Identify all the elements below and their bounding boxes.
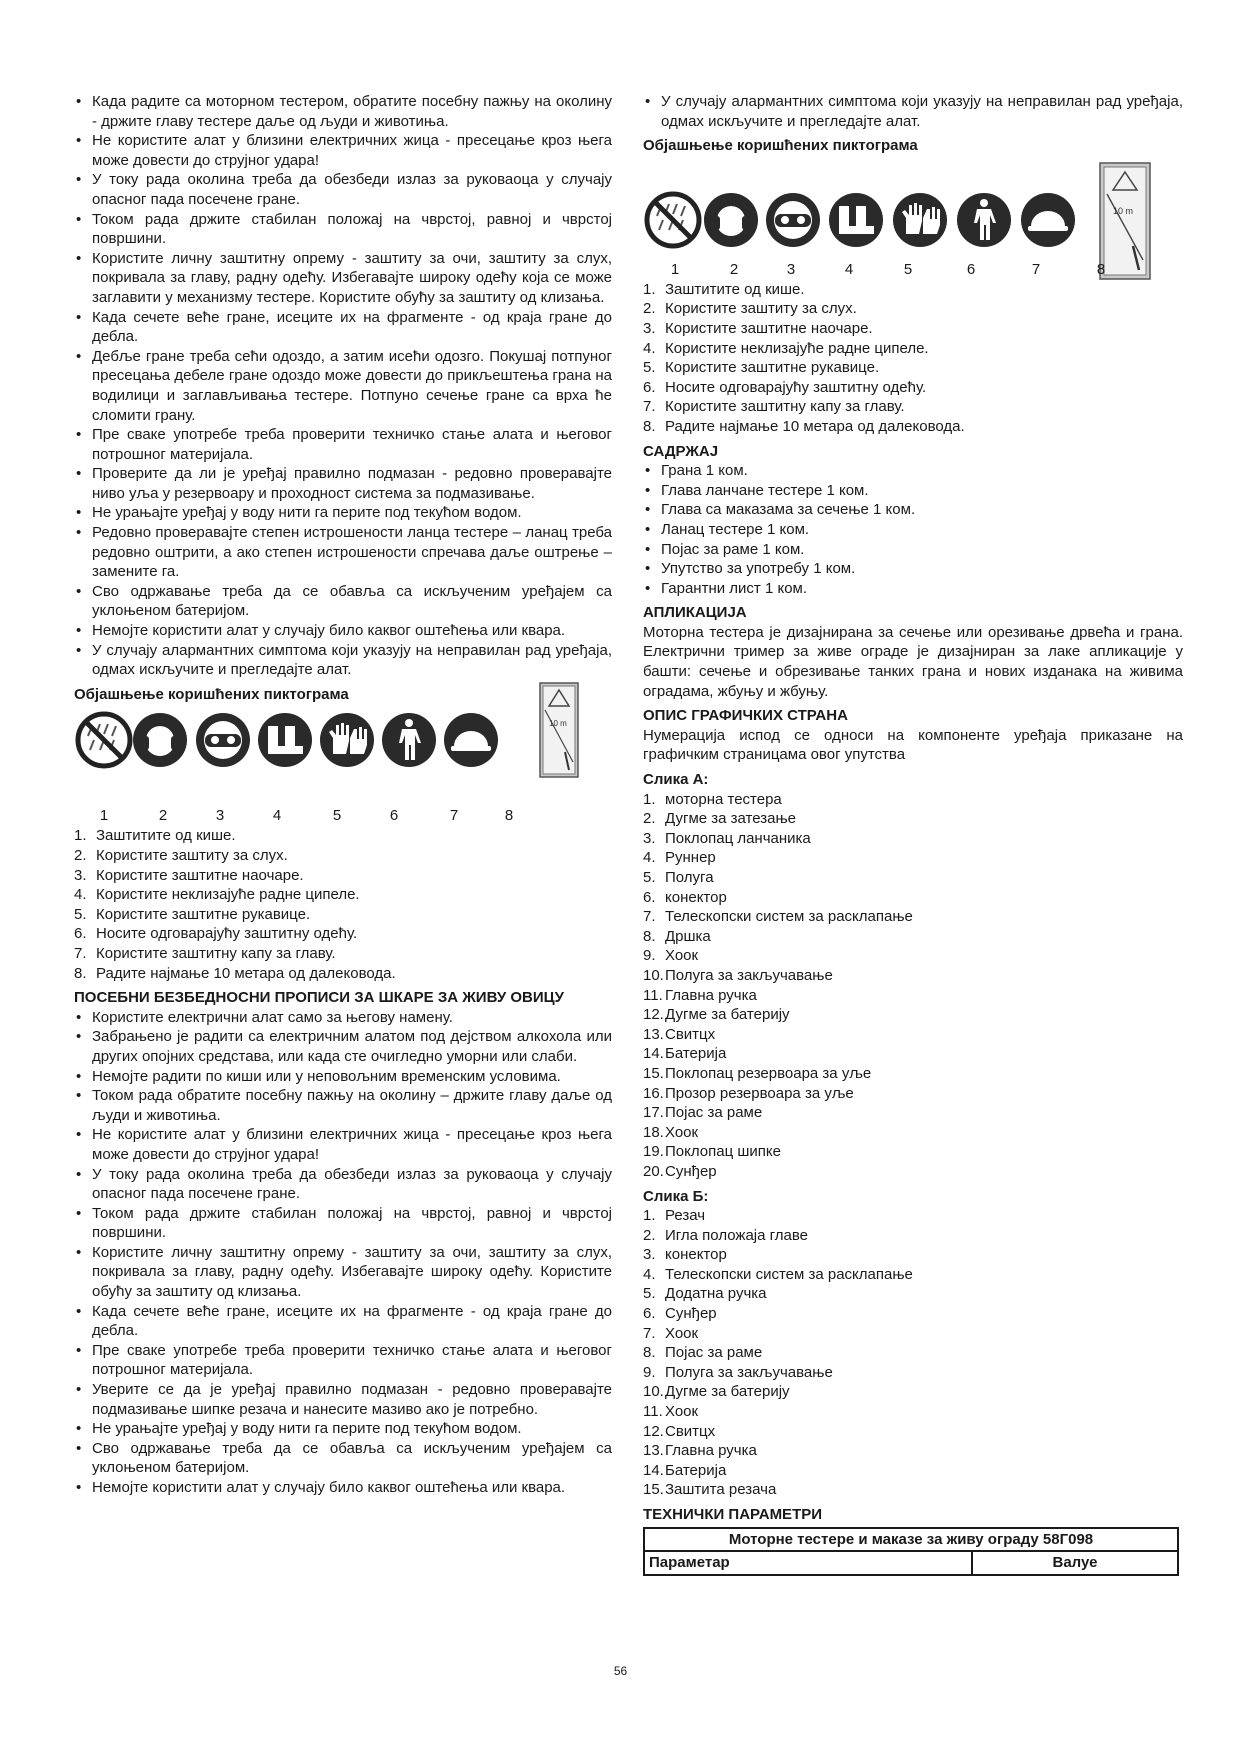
bullet-item: • Током рада држите стабилан положај на чврстој, равној и чврстој површини. xyxy=(74,210,612,249)
list-item xyxy=(643,1382,1183,1402)
list-item-number: 19. xyxy=(643,1143,664,1161)
pictogram-number: 4 xyxy=(844,260,854,278)
list-item-number: 15. xyxy=(643,1064,664,1082)
bullet-item: • Ланац тестере 1 ком. xyxy=(643,520,1183,540)
list-item xyxy=(643,397,1183,417)
bullet-item: • Када сечете веће гране, исеците их на фрагменте - од краја гране до дебла. xyxy=(74,308,612,347)
list-item-text: Полуга за закључавање xyxy=(665,966,833,984)
list-item-text: Појас за раме xyxy=(665,1344,763,1362)
bullet-item: • Не користите алат у близини електричних жица - пресецање кроз њега може довести до струјног удара! xyxy=(74,1125,612,1164)
bullet-item: • Забрањено је радити са електричним алатом под дејством алкохола или других опојних средстава, или када сте очигледно уморни или слаби. xyxy=(74,1027,612,1066)
list-item-text: конектор xyxy=(665,888,727,906)
bullet-item: • Не користите алат у близини електричних жица - пресецање кроз њега може довести до струјног удара! xyxy=(74,131,612,170)
bullet-item: • Грана 1 ком. xyxy=(643,461,1183,481)
list-item-number: 5. xyxy=(643,359,656,377)
figure-a-list xyxy=(643,790,1183,1182)
helmet-icon xyxy=(1018,190,1078,250)
bullet-item: • Користите личну заштитну опрему - заштиту за очи, заштиту за слух, покривала за главу, радну одећу. Избегавајте широку одећу. Користите обућу за заштиту од клизања. xyxy=(74,1243,612,1302)
pictogram-number: 5 xyxy=(903,260,913,278)
pictogram-number: 1 xyxy=(670,260,680,278)
list-item xyxy=(643,848,1183,868)
list-item-text: Руннер xyxy=(665,849,716,867)
list-item-number: 12. xyxy=(643,1422,664,1440)
list-item-number: 8. xyxy=(643,927,656,945)
list-item xyxy=(643,1025,1183,1045)
list-item-number: 8. xyxy=(643,1344,656,1362)
no-rain-icon xyxy=(74,710,134,770)
list-item-number: 7. xyxy=(74,944,87,962)
list-item-number: 20. xyxy=(643,1162,664,1180)
list-item-text: Користите заштитне рукавице. xyxy=(665,359,880,377)
pictogram-legend xyxy=(74,826,612,983)
list-item-number: 11. xyxy=(643,986,663,1004)
list-item-number: 3. xyxy=(643,1246,656,1264)
pictogram-heading: Објашњење коришћених пиктограма xyxy=(643,137,918,155)
pictogram-number: 8 xyxy=(504,807,514,825)
pictogram-number: 3 xyxy=(215,807,225,825)
pictogram-numbers xyxy=(74,806,612,826)
figure-a-heading: Слика А: xyxy=(643,771,709,789)
bullet-item: • У случају алармантних симптома који указују на неправилан рад уређаја, одмах искључите и прегледајте алат. xyxy=(74,641,612,680)
tech-params-heading: ТЕХНИЧКИ ПАРАМЕТРИ xyxy=(643,1506,823,1523)
pictogram-number: 2 xyxy=(158,807,168,825)
pictogram-figure xyxy=(74,710,612,826)
list-item-text: Главна ручка xyxy=(665,986,757,1004)
list-item xyxy=(74,924,612,944)
list-item-number: 4. xyxy=(643,849,656,867)
list-item-text: Радите најмање 10 метара од далековода. xyxy=(96,964,396,982)
list-item-number: 4. xyxy=(643,1265,656,1283)
pictogram-heading: Објашњење коришћених пиктограма xyxy=(74,685,349,703)
list-item-number: 5. xyxy=(643,1285,656,1303)
list-item xyxy=(643,1422,1183,1442)
pictogram-number: 6 xyxy=(966,260,976,278)
list-item xyxy=(643,907,1183,927)
helmet-icon xyxy=(441,710,501,770)
bullet-item: • Користите електрични алат само за његову намену. xyxy=(74,1008,612,1028)
safety-bullet-list xyxy=(643,92,1183,131)
pictogram-numbers xyxy=(643,260,1183,280)
bullet-item: • Немојте користити алат у случају било каквог оштећења или квара. xyxy=(74,1478,612,1498)
list-item-number: 6. xyxy=(643,1305,656,1323)
bullet-item: • Када сечете веће гране, исеците их на фрагменте - од краја гране до дебла. xyxy=(74,1302,612,1341)
list-item-text: Користите заштиту за слух. xyxy=(665,300,857,318)
list-item-number: 2. xyxy=(643,810,656,828)
list-item xyxy=(643,1284,1183,1304)
list-item-number: 8. xyxy=(74,964,87,982)
list-item-text: Батерија xyxy=(665,1045,727,1063)
list-item xyxy=(643,358,1183,378)
bullet-item: • У току рада околина треба да обезбеди излаз за руковаоца у случају опасног пада посечене гране. xyxy=(74,170,612,209)
list-item xyxy=(643,1324,1183,1344)
list-item xyxy=(643,1206,1183,1226)
list-item-text: Телескопски систем за расклапање xyxy=(665,1265,913,1283)
list-item-text: Заштитите од кише. xyxy=(665,280,805,298)
list-item xyxy=(74,944,612,964)
list-item-number: 9. xyxy=(643,947,656,965)
list-item-text: Резач xyxy=(665,1207,706,1225)
pictogram-number: 1 xyxy=(99,807,109,825)
contents-heading: САДРЖАЈ xyxy=(643,442,719,460)
list-item-text: Поклопац шипке xyxy=(665,1143,781,1161)
sign-label: 10 m xyxy=(1113,205,1134,216)
pictogram-number: 4 xyxy=(272,807,282,825)
bullet-item: • Пре сваке употребе треба проверити техничко стање алата и његовог потрошног материјала. xyxy=(74,1341,612,1380)
bullet-item: • Када радите са моторном тестером, обратите посебну пажњу на околину - држите главу тестере даље од људи и животиња. xyxy=(74,92,612,131)
list-item-text: Главна ручка xyxy=(665,1442,757,1460)
list-item xyxy=(643,1142,1183,1162)
list-item-text: Користите неклизајуће радне ципеле. xyxy=(96,886,360,904)
contents-list xyxy=(643,461,1183,598)
pictogram-number: 6 xyxy=(389,807,399,825)
list-item xyxy=(74,846,612,866)
list-item xyxy=(74,964,612,984)
bullet-item: • Не урањајте уређај у воду нити га перите под текућом водом. xyxy=(74,503,612,523)
goggles-icon xyxy=(193,710,253,770)
tech-params-table xyxy=(643,1527,1179,1576)
list-item xyxy=(643,1480,1183,1500)
list-item-text: Поклопац резервоара за уље xyxy=(665,1064,872,1082)
special-safety-heading: ПОСЕБНИ БЕЗБЕДНОСНИ ПРОПИСИ ЗА ШКАРЕ ЗА ЖИВУ ОВИЦУ xyxy=(74,989,564,1007)
list-item-text: Свитцх xyxy=(665,1422,716,1440)
protective-suit-icon xyxy=(379,710,439,770)
figure-b-heading: Слика Б: xyxy=(643,1187,709,1205)
list-item-text: Користите заштитне наочаре. xyxy=(665,319,873,337)
list-item-text: Користите заштиту за слух. xyxy=(96,847,288,864)
list-item-text: Сунђер xyxy=(665,1305,717,1323)
list-item xyxy=(643,790,1183,810)
list-item-number: 5. xyxy=(643,869,656,886)
list-item-text: Користите заштитне наочаре. xyxy=(96,866,304,884)
list-item-number: 16. xyxy=(643,1084,664,1102)
pictogram-number: 7 xyxy=(449,807,459,825)
list-item-text: Заштита резача xyxy=(665,1481,777,1499)
protective-suit-icon xyxy=(954,190,1014,250)
pictogram-legend xyxy=(643,280,1183,437)
list-item-number: 11. xyxy=(643,1403,663,1421)
list-item xyxy=(74,866,612,886)
bullet-item: • Упутство за употребу 1 ком. xyxy=(643,559,1183,579)
ear-protection-icon xyxy=(130,710,190,770)
pictogram-number: 3 xyxy=(786,260,796,278)
list-item-number: 17. xyxy=(643,1104,664,1122)
list-item-number: 10. xyxy=(643,966,664,984)
list-item-text: Додатна ручка xyxy=(665,1285,767,1303)
pictogram-row xyxy=(643,162,1183,260)
list-item-number: 6. xyxy=(643,888,656,906)
list-item xyxy=(643,966,1183,986)
ear-protection-icon xyxy=(701,190,761,250)
list-item-number: 15. xyxy=(643,1481,664,1499)
list-item-text: Носите одговарајућу заштитну одећу. xyxy=(96,925,358,943)
list-item-text: моторна тестера xyxy=(665,790,782,808)
list-item xyxy=(643,378,1183,398)
list-item-text: конектор xyxy=(665,1246,727,1264)
list-item xyxy=(643,1441,1183,1461)
list-item xyxy=(643,1064,1183,1084)
list-item-text: Хоок xyxy=(665,947,699,965)
application-text: Моторна тестера је дизајнирана за сечење или орезивање дрвећа и грана. Електрични тример за живе ограде је дизајниран за лаке апликације у башти: сечење и обрезивање танких грана и нових изданака на живима оградама, жбуњу и жбуњу. xyxy=(643,623,1183,700)
no-rain-icon xyxy=(643,190,703,250)
list-item-text: Користите заштитне рукавице. xyxy=(96,905,311,923)
list-item-number: 9. xyxy=(643,1363,656,1381)
list-item xyxy=(643,1402,1183,1422)
table-header-value: Валуе xyxy=(972,1551,1178,1575)
list-item-text: Поклопац ланчаника xyxy=(665,829,811,847)
list-item-number: 1. xyxy=(643,790,656,808)
figure-b-list xyxy=(643,1206,1183,1500)
list-item-text: Носите одговарајућу заштитну одећу. xyxy=(665,378,927,396)
list-item-number: 13. xyxy=(643,1025,664,1043)
table-header-parameter: Параметар xyxy=(644,1551,972,1575)
bullet-item: • Редовно проверавајте степен истрошености ланца тестере – ланац треба редовно оштрити, а ако степен истрошености спречава даље оштрење – замените га. xyxy=(74,523,612,582)
list-item xyxy=(643,1162,1183,1182)
bullet-item: • Сво одржавање треба да се обавља са искљученим уређајем са уклоњеном батеријом. xyxy=(74,582,612,621)
bullet-item: • Појас за раме 1 ком. xyxy=(643,540,1183,560)
list-item xyxy=(643,1005,1183,1025)
pictogram-figure xyxy=(643,162,1183,280)
list-item-number: 3. xyxy=(74,866,87,884)
bullet-item: • Глава са маказама за сечење 1 ком. xyxy=(643,500,1183,520)
list-item xyxy=(643,1103,1183,1123)
list-item-number: 2. xyxy=(643,1226,656,1244)
list-item-number: 1. xyxy=(74,827,87,845)
bullet-item: • Сво одржавање треба да се обавља са искљученим уређајем са уклоњеном батеријом. xyxy=(74,1439,612,1478)
list-item-number: 6. xyxy=(74,925,87,943)
list-item-number: 14. xyxy=(643,1045,664,1063)
bullet-item: • Користите личну заштитну опрему - заштиту за очи, заштиту за слух, покривала за главу, радну одећу. Избегавајте широку одећу која се може заглавити у механизму тестере. Користите обућу за заштиту од клизања. xyxy=(74,249,612,308)
list-item xyxy=(643,339,1183,359)
pictogram-number: 2 xyxy=(729,260,739,278)
list-item xyxy=(74,826,612,846)
list-item xyxy=(643,1044,1183,1064)
bullet-item: • У случају алармантних симптома који указују на неправилан рад уређаја, одмах искључите и прегледајте алат. xyxy=(643,92,1183,131)
bullet-item: • Током рада држите стабилан положај на чврстој, равној и чврстој површини. xyxy=(74,1204,612,1243)
list-item xyxy=(74,905,612,925)
left-column xyxy=(74,92,612,1498)
list-item-text: Хоок xyxy=(665,1324,699,1342)
page-number: 56 xyxy=(613,1664,628,1678)
pictogram-number: 5 xyxy=(332,807,342,825)
gloves-icon xyxy=(317,710,377,770)
bullet-item: • Глава ланчане тестере 1 ком. xyxy=(643,481,1183,501)
list-item xyxy=(643,829,1183,849)
graphic-pages-heading: ОПИС ГРАФИЧКИХ СТРАНА xyxy=(643,707,848,725)
list-item xyxy=(643,1226,1183,1246)
sign-label: 10 m xyxy=(549,719,567,729)
list-item-number: 8. xyxy=(643,417,656,435)
safety-boots-icon xyxy=(826,190,886,250)
list-item xyxy=(643,280,1183,300)
list-item-number: 2. xyxy=(643,300,656,318)
list-item-text: Батерија xyxy=(665,1461,727,1479)
list-item-number: 3. xyxy=(643,829,656,847)
list-item-number: 12. xyxy=(643,1006,664,1024)
list-item xyxy=(643,1123,1183,1143)
list-item-number: 2. xyxy=(74,847,87,864)
list-item-number: 1. xyxy=(643,1207,656,1225)
power-line-distance-icon xyxy=(539,682,579,778)
list-item-text: Дугме за батерију xyxy=(665,1006,790,1024)
list-item-number: 18. xyxy=(643,1123,664,1141)
bullet-item: • Пре сваке употребе треба проверити техничко стање алата и његовог потрошног материјала. xyxy=(74,425,612,464)
list-item xyxy=(643,299,1183,319)
list-item xyxy=(643,986,1183,1006)
list-item xyxy=(643,1343,1183,1363)
list-item xyxy=(643,1363,1183,1383)
list-item-text: Појас за раме xyxy=(665,1104,763,1122)
list-item xyxy=(643,1461,1183,1481)
graphic-pages-text: Нумерација испод се односи на компоненте уређаја приказане на графичким страницама овог упутства xyxy=(643,726,1183,764)
list-item xyxy=(643,1265,1183,1285)
list-item-number: 14. xyxy=(643,1461,664,1479)
bullet-item: • Немојте радити по киши или у неповољним временским условима. xyxy=(74,1067,612,1087)
list-item-number: 13. xyxy=(643,1442,664,1460)
bullet-item: • У току рада околина треба да обезбеди излаз за руковаоца у случају опасног пада посечене гране. xyxy=(74,1165,612,1204)
list-item xyxy=(643,417,1183,437)
list-item xyxy=(643,868,1183,888)
list-item-number: 3. xyxy=(643,319,656,337)
list-item xyxy=(643,809,1183,829)
list-item-text: Користите заштитну капу за главу. xyxy=(665,398,905,416)
list-item-number: 6. xyxy=(643,378,656,396)
list-item-text: Полуга xyxy=(665,869,714,886)
list-item-text: Телескопски систем за расклапање xyxy=(665,908,913,926)
list-item xyxy=(643,927,1183,947)
safety-boots-icon xyxy=(255,710,315,770)
list-item xyxy=(643,319,1183,339)
list-item-number: 5. xyxy=(74,905,87,923)
table-title: Моторне тестере и маказе за живу ограду 58Г098 xyxy=(644,1528,1178,1552)
goggles-icon xyxy=(763,190,823,250)
list-item-text: Игла положаја главе xyxy=(665,1226,809,1244)
bullet-item: • Током рада обратите посебну пажњу на околину – држите главу даље од људи и животиња. xyxy=(74,1086,612,1125)
list-item-text: Дугме за батерију xyxy=(665,1383,790,1401)
list-item-number: 4. xyxy=(74,886,87,904)
bullet-item: • Дебље гране треба сећи одоздо, а затим исећи одозго. Покушај потпуног пресецања дебеле гране одоздо може довести до прикљештења грана на водилици и заглављивања тестере. Потпуно сечење гране са врха ће сломити грану. xyxy=(74,347,612,425)
list-item-text: Користите заштитну капу за главу. xyxy=(96,944,336,962)
list-item xyxy=(643,1245,1183,1265)
pictogram-row xyxy=(74,710,612,806)
list-item xyxy=(74,885,612,905)
list-item-text: Хоок xyxy=(665,1123,699,1141)
application-heading: АПЛИКАЦИЈА xyxy=(643,604,747,622)
list-item-number: 10. xyxy=(643,1383,664,1401)
pictogram-number: 8 xyxy=(1096,260,1106,278)
list-item-text: Радите најмање 10 метара од далековода. xyxy=(665,417,965,435)
list-item-number: 7. xyxy=(643,908,656,926)
pictogram-number: 7 xyxy=(1031,260,1041,278)
right-column xyxy=(643,92,1183,1576)
list-item-number: 4. xyxy=(643,339,656,357)
list-item-number: 7. xyxy=(643,1324,656,1342)
bullet-item: • Гарантни лист 1 ком. xyxy=(643,579,1183,599)
list-item-text: Дугме за затезање xyxy=(665,810,797,828)
bullet-item: • Немојте користити алат у случају било каквог оштећења или квара. xyxy=(74,621,612,641)
list-item-text: Заштитите од кише. xyxy=(96,827,236,845)
special-safety-list xyxy=(74,1008,612,1498)
list-item-text: Хоок xyxy=(665,1403,699,1421)
bullet-item: • Проверите да ли је уређај правилно подмазан - редовно проверавајте ниво уља у резервоару и проходност система за подмазивање. xyxy=(74,464,612,503)
bullet-item: • Уверите се да је уређај правилно подмазан - редовно проверавајте подмазивање шипке резача и нанесите мазиво ако је потребно. xyxy=(74,1380,612,1419)
list-item-text: Сунђер xyxy=(665,1162,717,1180)
list-item-number: 1. xyxy=(643,280,656,298)
bullet-item: • Не урањајте уређај у воду нити га перите под текућом водом. xyxy=(74,1419,612,1439)
safety-bullet-list xyxy=(74,92,612,680)
list-item xyxy=(643,1304,1183,1324)
list-item-text: Полуга за закључавање xyxy=(665,1363,833,1381)
list-item-text: Свитцх xyxy=(665,1025,716,1043)
list-item-text: Дршка xyxy=(665,927,711,945)
list-item xyxy=(643,1084,1183,1104)
list-item-number: 7. xyxy=(643,398,656,416)
list-item-text: Користите неклизајуће радне ципеле. xyxy=(665,339,929,357)
list-item xyxy=(643,946,1183,966)
list-item xyxy=(643,888,1183,908)
gloves-icon xyxy=(890,190,950,250)
list-item-text: Прозор резервоара за уље xyxy=(665,1084,854,1102)
